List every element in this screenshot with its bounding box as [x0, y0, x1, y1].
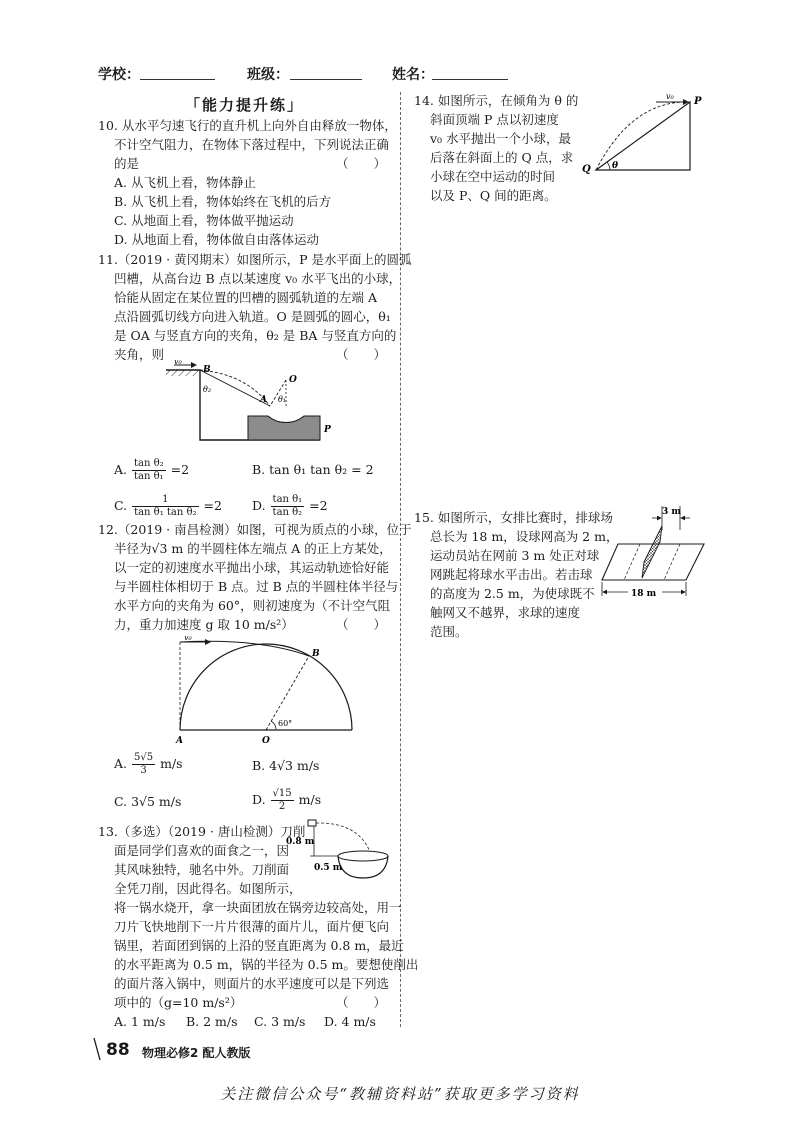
q12-option-a-unit: m/s	[160, 756, 183, 771]
q11-option-d-value: =2	[309, 498, 328, 513]
q11-label-o: O	[289, 375, 297, 385]
q13-line: 面是同学们喜欢的面食之一，因	[114, 843, 290, 858]
q11-option-c-fraction	[132, 494, 198, 519]
column-divider	[400, 92, 401, 1027]
q11-label-theta1: θ₁	[278, 395, 287, 404]
q14-line: v₀ 水平抛出一个小球，最	[430, 131, 572, 146]
q12-label-b: B	[312, 649, 320, 659]
q10-option-c: C. 从地面上看，物体做平抛运动	[114, 213, 294, 228]
q15-line: 运动员站在网前 3 m 处正对球	[430, 548, 600, 563]
question-14	[414, 91, 584, 205]
name-underline	[432, 79, 508, 80]
q13-line: 项中的（g=10 m/s²）	[114, 995, 243, 1010]
q14-incline	[596, 102, 690, 170]
q11-option-c-den: tan θ₁ tan θ₂	[134, 507, 197, 518]
q14-label-p: P	[694, 96, 702, 107]
q11-option-c	[114, 494, 222, 519]
q14-line: 以及 P、Q 间的距离。	[430, 188, 557, 203]
q11-line: 点沿圆弧切线方向进入轨道。O 是圆弧的圆心，θ₁	[114, 309, 391, 324]
q12-label-a: A	[176, 736, 183, 746]
q13-label-distance: 0.5 m	[314, 863, 343, 873]
q13-option-a: A. 1 m/s	[114, 1014, 166, 1029]
question-12	[98, 520, 412, 634]
q11-figure	[166, 360, 338, 446]
question-10	[98, 116, 397, 249]
class-label: 班级：	[247, 67, 289, 83]
q12-option-a-num: 5√5	[134, 752, 154, 763]
q11-option-a-den: tan θ₁	[134, 471, 164, 482]
q11-label-p: P	[324, 425, 331, 435]
q13-line: 的面片落入锅中，则面片的水平速度可以是下列选	[114, 976, 390, 991]
q15-line: 触网又不越界，求球的速度	[430, 605, 581, 620]
q12-label-o: O	[262, 736, 270, 746]
q14-figure	[572, 90, 712, 178]
q11-option-d	[252, 494, 328, 519]
q12-option-a	[114, 752, 183, 777]
q13-line: 刀片飞快地削下一片片很薄的面片儿，面片便飞向	[114, 919, 390, 934]
q11-option-c-value: =2	[203, 498, 222, 513]
q11-line: 凹槽，从高台边 B 点以某速度 v₀ 水平飞出的小球，	[114, 271, 402, 286]
q12-answer-paren: （ ）	[335, 617, 386, 632]
q10-answer-paren: （ ）	[335, 156, 386, 171]
q11-answer-paren: （ ）	[335, 347, 386, 362]
q12-line: 半径为√3 m 的半圆柱体左端点 A 的正上方某处，	[114, 541, 392, 556]
q13-figure	[284, 818, 390, 880]
q15-line: 网跳起将球水平击出。若击球	[430, 567, 593, 582]
book-title: 物理必修2 配人教版	[142, 1046, 251, 1060]
q12-option-a-den: 3	[140, 765, 147, 776]
q11-line: 恰能从固定在某位置的凹槽的圆弧轨道的左端 A	[114, 290, 378, 305]
school-underline	[140, 79, 215, 80]
footer-note: 关注微信公众号“教辅资料站”获取更多学习资料	[220, 1085, 580, 1103]
q13-option-c: C. 3 m/s	[254, 1014, 306, 1029]
q10-line: 的是	[114, 156, 140, 171]
q12-option-d-letter: D.	[252, 792, 266, 807]
q10-line: 10. 从水平匀速飞行的直升机上向外自由释放一物体，	[98, 118, 397, 133]
q10-option-d: D. 从地面上看，物体做自由落体运动	[114, 232, 320, 247]
q11-option-c-letter: C.	[114, 498, 128, 513]
school-label: 学校：	[98, 67, 140, 83]
question-13-body	[114, 898, 419, 1012]
q15-line: 15. 如图所示，女排比赛时，排球场	[414, 510, 613, 525]
q15-line: 总长为 18 m，设球网高为 2 m，	[430, 529, 619, 544]
q12-option-d	[252, 788, 321, 813]
q13-answer-paren: （ ）	[335, 995, 386, 1010]
page-number: 88	[106, 1040, 130, 1060]
q12-label-v0: v₀	[184, 636, 192, 642]
q15-figure	[600, 502, 710, 608]
name-label: 姓名：	[392, 67, 434, 83]
q14-label-q: Q	[582, 164, 591, 175]
q11-option-d-letter: D.	[252, 498, 266, 513]
question-15	[414, 508, 619, 641]
q13-option-d: D. 4 m/s	[324, 1014, 376, 1029]
q12-option-b: B. 4√3 m/s	[252, 758, 320, 773]
q15-line: 范围。	[430, 624, 468, 639]
q12-option-a-letter: A.	[114, 756, 128, 771]
q11-option-a-value: =2	[170, 462, 190, 477]
q12-line: 水平方向的夹角为 60°，则初速度为（不计空气阻	[114, 598, 391, 613]
q11-label-a: A	[260, 395, 267, 405]
q12-angle-arc	[271, 721, 276, 730]
q11-line: 是 OA 与竖直方向的夹角，θ₂ 是 BA 与竖直方向的	[114, 328, 397, 343]
q11-option-d-den: tan θ₂	[272, 507, 303, 518]
q13-pot-rim	[338, 851, 388, 861]
q12-label-angle: 60°	[278, 719, 293, 728]
q11-label-v0: v₀	[174, 360, 182, 366]
q13-line: 其风味独特，驰名中外。刀削面	[114, 862, 290, 877]
q13-dough	[308, 820, 316, 826]
q11-option-a	[114, 458, 189, 483]
q13-line: 全凭刀削，因此得名。如图所示，	[114, 881, 302, 896]
q14-line: 后落在斜面上的 Q 点，求	[430, 150, 574, 165]
class-underline	[290, 79, 362, 80]
q11-option-a-letter: A.	[114, 462, 128, 477]
q11-label-theta2: θ₂	[203, 385, 212, 394]
q11-line: 11.（2019 · 黄冈期末）如图所示，P 是水平面上的圆弧	[98, 252, 412, 267]
q11-option-c-num: 1	[132, 494, 198, 507]
q12-option-d-num: √15	[272, 788, 292, 799]
q11-option-d-num: tan θ₁	[272, 494, 303, 505]
q12-line: 以一定的初速度水平抛出小球，其运动轨迹恰好能	[114, 560, 390, 575]
q12-option-c: C. 3√5 m/s	[114, 794, 182, 809]
q14-line: 斜面顶端 P 点以初速度	[430, 112, 559, 127]
q12-line: 12.（2019 · 南昌检测）如图，可视为质点的小球，位于	[98, 522, 412, 537]
q11-platform-hatch	[166, 370, 200, 376]
q15-label-3m: 3 m	[662, 507, 681, 517]
q11-option-d-fraction	[271, 494, 305, 519]
q13-line: 将一锅水烧开，拿一块面团放在锅旁边较高处，用一	[114, 900, 402, 915]
q12-option-d-den: 2	[278, 801, 286, 812]
q11-groove-p	[248, 416, 320, 440]
q12-line: 与半圆柱体相切于 B 点。过 B 点的半圆柱体半径与	[114, 579, 399, 594]
q15-label-18m: 18 m	[631, 589, 657, 599]
q11-option-a-num: tan θ₂	[134, 458, 164, 469]
q14-label-theta: θ	[612, 161, 619, 171]
q14-label-v0: v₀	[666, 92, 674, 101]
q14-line: 14. 如图所示，在倾角为 θ 的	[414, 93, 579, 108]
q12-trajectory	[180, 641, 309, 656]
q12-figure	[170, 636, 360, 748]
q10-option-a: A. 从飞机上看，物体静止	[114, 175, 256, 190]
q11-line: 夹角，则	[114, 347, 165, 362]
q13-line: 的水平距离为 0.5 m，锅的半径为 0.5 m。要想使削出	[114, 957, 419, 972]
q11-option-a-fraction	[132, 458, 166, 483]
q12-line: 力，重力加速度 g 取 10 m/s²）	[114, 617, 294, 632]
q12-option-d-fraction	[271, 788, 294, 813]
footer-slash	[92, 1036, 102, 1062]
q13-trajectory	[316, 823, 370, 852]
q10-option-b: B. 从飞机上看，物体始终在飞机的后方	[114, 194, 332, 209]
section-title: 「能力提升练」	[185, 96, 305, 114]
q14-angle-arc	[607, 162, 610, 170]
q14-line: 小球在空中运动的时间	[430, 169, 556, 184]
q12-option-a-fraction	[132, 752, 155, 777]
q13-line: 13.（多选）（2019 · 唐山检测）刀削	[98, 824, 306, 839]
q12-option-d-unit: m/s	[298, 792, 322, 807]
q11-label-b: B	[203, 365, 211, 375]
q13-line: 锅里，若面团到锅的上沿的竖直距离为 0.8 m，最近	[114, 938, 404, 953]
q15-line: 的高度为 2.5 m，为使球既不	[430, 586, 595, 601]
q10-line: 不计空气阻力，在物体下落过程中，下列说法正确	[114, 137, 390, 152]
q12-semicircle	[180, 644, 352, 730]
q13-label-height: 0.8 m	[286, 837, 315, 847]
q13-option-b: B. 2 m/s	[186, 1014, 238, 1029]
question-11	[98, 250, 412, 364]
q11-option-b: B. tan θ₁ tan θ₂ = 2	[252, 462, 374, 477]
